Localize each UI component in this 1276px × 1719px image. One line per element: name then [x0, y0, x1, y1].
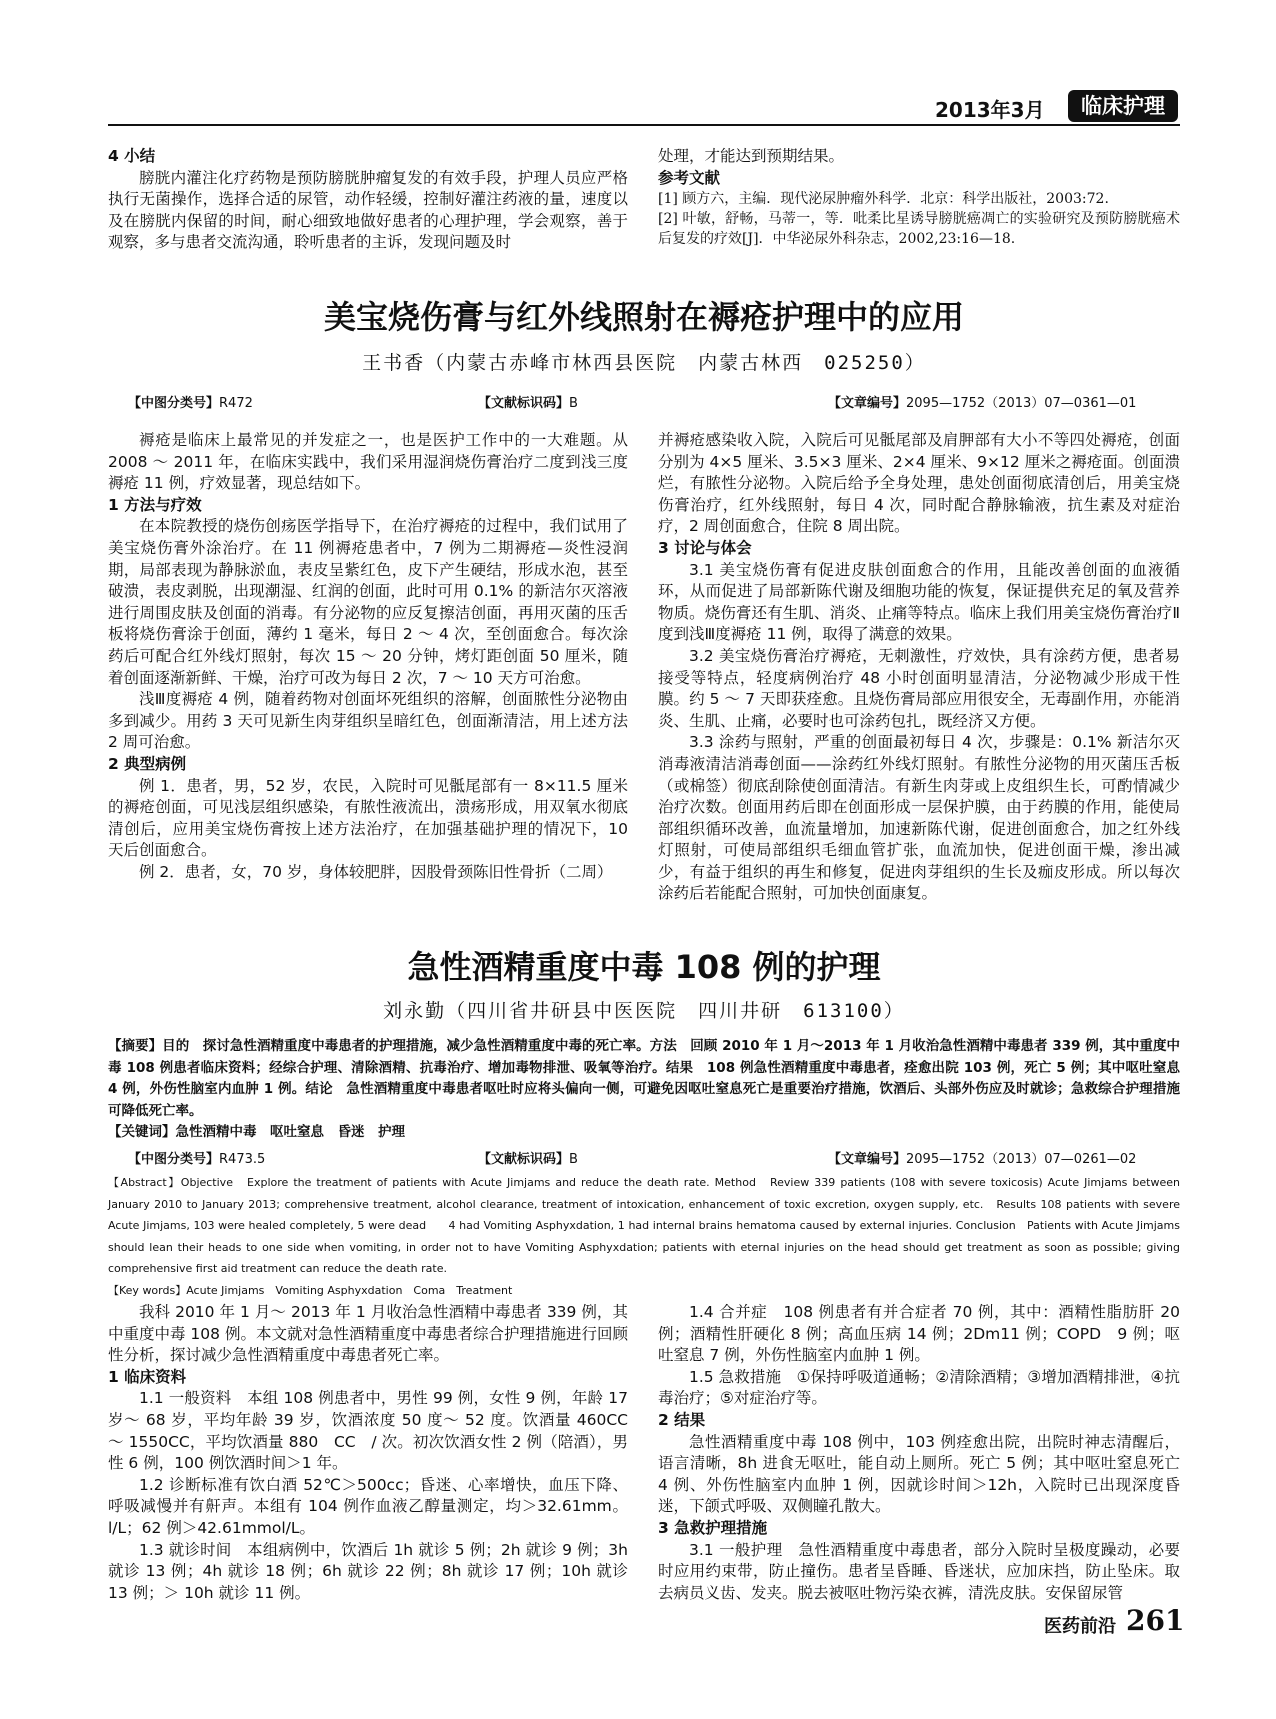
- classification-number: [128, 1148, 265, 1167]
- article-author: 王书香（内蒙古赤峰市林西县医院 内蒙古林西 025250）: [362, 352, 926, 374]
- paragraph: 1.2 诊断标准有饮白酒 52℃＞500cc；昏迷、心率增快，血压下降、呼吸减慢并有鼾声。本组有 104 例作血液乙醇量测定，均＞32.61mm。l/L；62 例＞42.61mmol/L。: [108, 1475, 628, 1537]
- cls-label: 【中图分类号】: [128, 1152, 220, 1167]
- section-heading: 3 急救护理措施: [658, 1518, 768, 1537]
- paragraph: 在本院教授的烧伤创疡医学指导下，在治疗褥疮的过程中，我们试用了美宝烧伤膏外涂治疗。在 11 例褥疮患者中，7 例为二期褥疮—炎性浸润期，局部表现为静脉淤血，表皮呈紫红色，皮下产生硬结，形成水泡，甚至破溃，表皮剥脱，出现潮湿、红润的创面，此时可用 0.1% 的新洁尔灭溶液进行周围皮肤及创面的消毒。有分泌物的应反复擦洁创面，再用灭菌的压舌板将烧伤膏涂于创面，薄约 1 毫米，每日 2 ～ 4 次，至创面愈合。每次涂药后可配合红外线灯照射，每次 15 ～ 20 分钟，烤灯距创面 50 厘米，随着创面逐渐新鲜、干燥，治疗可改为每日 2 次，7 ～ 10 天方可治愈。: [108, 517, 628, 687]
- article-title: 急性酒精重度中毒 108 例的护理: [407, 948, 881, 986]
- article-title: 美宝烧伤膏与红外线照射在褥疮护理中的应用: [323, 298, 964, 336]
- paragraph: 急性酒精重度中毒 108 例中，103 例痊愈出院，出院时神志清醒后，语言清晰，8h 进食无呕吐，能自动上厕所。死亡 5 例；其中呕吐窒息死亡 4 例、外伤性脑室内血肿 1 例，因就诊时间＞12h，入院时已出现深度昏迷，下颌式呼吸、双侧瞳孔散大。: [658, 1432, 1180, 1516]
- reference-2: [2] 叶敏，舒畅，马蒂一，等．吡柔比星诱导膀胱癌凋亡的实验研究及预防膀胱癌术后复发的疗效[J]．中华泌尿外科杂志，2002,23:16—18.: [658, 211, 1180, 248]
- section-heading: 4 小结: [108, 147, 156, 165]
- paragraph: 浅Ⅲ度褥疮 4 例，随着药物对创面坏死组织的溶解，创面脓性分泌物由多到减少。用药 3 天可见新生肉芽组织呈暗红色，创面渐清洁，用上述方法 2 周可治愈。: [108, 690, 628, 752]
- keywords-label: 【关键词】: [108, 1124, 176, 1141]
- cls-value: R472: [219, 396, 253, 411]
- abstract: [108, 1036, 1180, 1144]
- article-number: [828, 1148, 1136, 1167]
- abstract-label: 【摘要】: [108, 1038, 163, 1054]
- abstract-text: 目的 探讨急性酒精重度中毒患者的护理措施，减少急性酒精重度中毒的死亡率。方法 回顾 2010 年 1 月～2013 年 1 月收治急性酒精中毒患者 339 例，其中重度中毒 108 例患者临床资料；经综合护理、清除酒精、抗毒治疗、增加毒物排泄、吸氧等治疗。结果 108 例急性酒精重度中毒患者，痊愈出院 103 例，死亡 5 例；其中呕吐窒息 4 例，外伤性脑室内血肿 1 例。结论 急性酒精重度中毒患者呕吐时应将头偏向一侧，可避免因呕吐窒息死亡是重要治疗措施，饮酒后、头部外伤应及时就诊；急救综合护理措施可降低死亡率。: [108, 1038, 1180, 1119]
- cls-label: 【中图分类号】: [128, 396, 220, 411]
- page-number: 261: [1126, 1604, 1185, 1637]
- article1-left-column: [108, 430, 628, 883]
- paragraph: 1.4 合并症 108 例患者有并合症者 70 例，其中：酒精性脂肪肝 20 例；酒精性肝硬化 8 例；高血压病 14 例；2Dm11 例；COPD 9 例；呕吐窒息 7 例，外伤性脑室内血肿 1 例。: [658, 1303, 1180, 1365]
- paragraph: 3.2 美宝烧伤膏治疗褥疮，无刺激性，疗效快，具有涂药方便，患者易接受等特点，轻度病例治疗 48 小时创面明显清洁，分泌物减少形成干性膜。约 5 ～ 7 天即获痊愈。且烧伤膏局部应用很安全，无毒副作用，亦能消炎、生肌、止痛，必要时也可涂药包扎，既经济又方便。: [658, 646, 1180, 730]
- paragraph: 1.5 急救措施 ①保持呼吸道通畅；②清除酒精；③增加酒精排泄，④抗毒治疗；⑤对症治疗等。: [658, 1367, 1180, 1408]
- abstract-en-label: 【Abstract】: [108, 1176, 181, 1189]
- article2-right-column: [658, 1302, 1180, 1604]
- article1-right-column: [658, 430, 1180, 905]
- article-author: 刘永勤（四川省井研县中医医院 四川井研 613100）: [383, 1000, 905, 1022]
- classification-number: [128, 392, 253, 411]
- paragraph: 例 2．患者，女，70 岁，身体较肥胖，因股骨颈陈旧性骨折（二周）: [139, 862, 613, 881]
- paragraph: 并褥疮感染收入院，入院后可见骶尾部及肩胛部有大小不等四处褥疮，创面分别为 4×5 厘米、3.5×3 厘米、2×4 厘米、9×12 厘米之褥疮面。创面溃烂，有脓性分泌物。入院后给予全身处理，患处创面彻底清创后，用美宝烧伤膏治疗，红外线照射，每日 4 次，同时配合静脉输液，抗生素及对症治疗，2 周创面愈合，住院 8 周出院。: [658, 431, 1180, 536]
- paragraph: 处理，才能达到预期结果。: [658, 147, 845, 165]
- paragraph: 膀胱内灌注化疗药物是预防膀胱肿瘤复发的有效手段，护理人员应严格执行无菌操作，选择合适的尿管，动作轻缓，控制好灌注药液的量，速度以及在膀胱内保留的时间，耐心细致地做好患者的心理护理，学会观察，善于观察，多与患者交流沟通，聆听患者的主诉，发现问题及时: [108, 168, 628, 252]
- issue-date: 2013年3月: [935, 98, 1045, 122]
- doc-value: B: [569, 1152, 578, 1167]
- paragraph: 1.3 就诊时间 本组病例中，饮酒后 1h 就诊 5 例；2h 就诊 9 例；3h 就诊 13 例；4h 就诊 18 例；6h 就诊 22 例；8h 就诊 17 例；10h 就诊 13 例；＞ 10h 就诊 11 例。: [108, 1540, 628, 1602]
- prev-article-right-column: [658, 146, 1180, 249]
- art-value: 2095—1752（2013）07—0361—01: [906, 396, 1137, 411]
- references-heading: 参考文献: [658, 168, 721, 187]
- document-code: [478, 392, 578, 411]
- paragraph: 1.1 一般资料 本组 108 例患者中，男性 99 例，女性 9 例，年龄 17 岁～ 68 岁，平均年龄 39 岁，饮酒浓度 50 度～ 52 度。饮酒量 460CC ～ 1550CC，平均饮酒量 880 CC / 次。初次饮酒女性 2 例（陪酒），男性 6 例，100 例饮酒时间＞1 年。: [108, 1389, 628, 1473]
- prev-article-left-column: [108, 146, 628, 254]
- keywords-text: 急性酒精中毒 呕吐窒息 昏迷 护理: [175, 1124, 405, 1141]
- section-heading: 1 临床资料: [108, 1367, 187, 1386]
- paragraph: 3.3 涂药与照射，严重的创面最初每日 4 次，步骤是：0.1% 新洁尔灭消毒液清洁消毒创面——涂药红外线灯照射。有脓性分泌物的用灭菌压舌板（或棉签）彻底刮除使创面清洁。有新生肉芽或上皮组织生长，可酌情减少治疗次数。创面用药后即在创面形成一层保护膜，由于药膜的作用，能使局部组织循环改善，血流量增加，加速新陈代谢，促进创面愈合，加之红外线灯照射，可使局部组织毛细血管扩张，血流加快，促进创面干燥，渗出减少，有益于组织的再生和修复，促进肉芽组织的生长及痂皮形成。所以每次涂药后若能配合照射，可加快创面康复。: [658, 733, 1180, 903]
- section-heading: 1 方法与疗效: [108, 495, 202, 514]
- cls-value: R473.5: [219, 1152, 266, 1167]
- section-badge: 临床护理: [1068, 90, 1178, 122]
- article2-left-column: [108, 1302, 628, 1604]
- doc-value: B: [569, 396, 578, 411]
- doc-label: 【文献标识码】: [478, 396, 570, 411]
- paragraph: 3.1 美宝烧伤膏有促进皮肤创面愈合的作用，且能改善创面的血液循环，从而促进了局部新陈代谢及细胞功能的恢复，保证提供充足的氧及营养物质。烧伤膏还有生肌、消炎、止痛等特点。临床上我们用美宝烧伤膏治疗Ⅱ度到浅Ⅲ度褥疮 11 例，取得了满意的效果。: [658, 560, 1180, 644]
- doc-label: 【文献标识码】: [478, 1152, 570, 1167]
- abstract-english: [108, 1172, 1180, 1302]
- section-heading: 2 典型病例: [108, 754, 187, 773]
- section-heading: 3 讨论与体会: [658, 538, 752, 557]
- abstract-en-text: Objective Explore the treatment of patients with Acute Jimjams and reduce the death rate. Method Review 339 patients (108 with severe toxicosis) Acute Jimjams between January 2010 to January 2013; comprehensive treatment, alcohol clearance, treatment of intoxication, enhancement of toxic excretion, oxygen supply, etc. Results 108 patients with severe Acute Jimjams, 103 were healed completely, 5 were dead 4 had Vomiting Asphyxdation, 1 had internal brains hematoma caused by external injuries. Conclusion Patients with Acute Jimjams should lean their heads to one side when vomiting, in order not to have Vomiting Asphyxdation; patients with eternal injuries on the head should get treatment as soon as possible; giving comprehensive first aid treatment can reduce the death rate.: [108, 1176, 1180, 1276]
- reference-1: [1] 顾方六，主编．现代泌尿肿瘤外科学．北京：科学出版社，2003:72.: [658, 191, 1109, 208]
- paragraph: 褥疮是临床上最常见的并发症之一，也是医护工作中的一大难题。从 2008 ～ 2011 年，在临床实践中，我们采用湿润烧伤膏治疗二度到浅三度褥疮 11 例，疗效显著，现总结如下。: [108, 431, 628, 493]
- art-value: 2095—1752（2013）07—0261—02: [906, 1152, 1137, 1167]
- header-rule: [108, 124, 1180, 126]
- journal-name: 医药前沿: [1044, 1616, 1116, 1637]
- section-heading: 2 结果: [658, 1410, 706, 1429]
- paragraph: 我科 2010 年 1 月～ 2013 年 1 月收治急性酒精中毒患者 339 例，其中重度中毒 108 例。本文就对急性酒精重度中毒患者综合护理措施进行回顾性分析，探讨减少急性酒精重度中毒患者死亡率。: [108, 1303, 628, 1365]
- keywords-en-text: Acute Jimjams Vomiting Asphyxdation Coma Treatment: [186, 1283, 513, 1297]
- paragraph: 例 1．患者，男，52 岁，农民，入院时可见骶尾部有一 8×11.5 厘米的褥疮创面，可见浅层组织感染，有脓性液流出，溃疡形成，用双氧水彻底清创后，应用美宝烧伤膏按上述方法治疗，在加强基础护理的情况下，10 天后创面愈合。: [108, 776, 628, 860]
- art-label: 【文章编号】: [828, 396, 907, 411]
- article-number: [828, 392, 1136, 411]
- paragraph: 3.1 一般护理 急性酒精重度中毒患者，部分入院时呈极度躁动，必要时应用约束带，防止撞伤。患者呈昏睡、昏迷状，应加床挡，防止坠床。取去病员义齿、发夹。脱去被呕吐物污染衣裤，清洗皮肤。安保留尿管: [658, 1540, 1180, 1602]
- art-label: 【文章编号】: [828, 1152, 907, 1167]
- keywords-en-label: 【Key words】: [108, 1283, 187, 1297]
- document-code: [478, 1148, 578, 1167]
